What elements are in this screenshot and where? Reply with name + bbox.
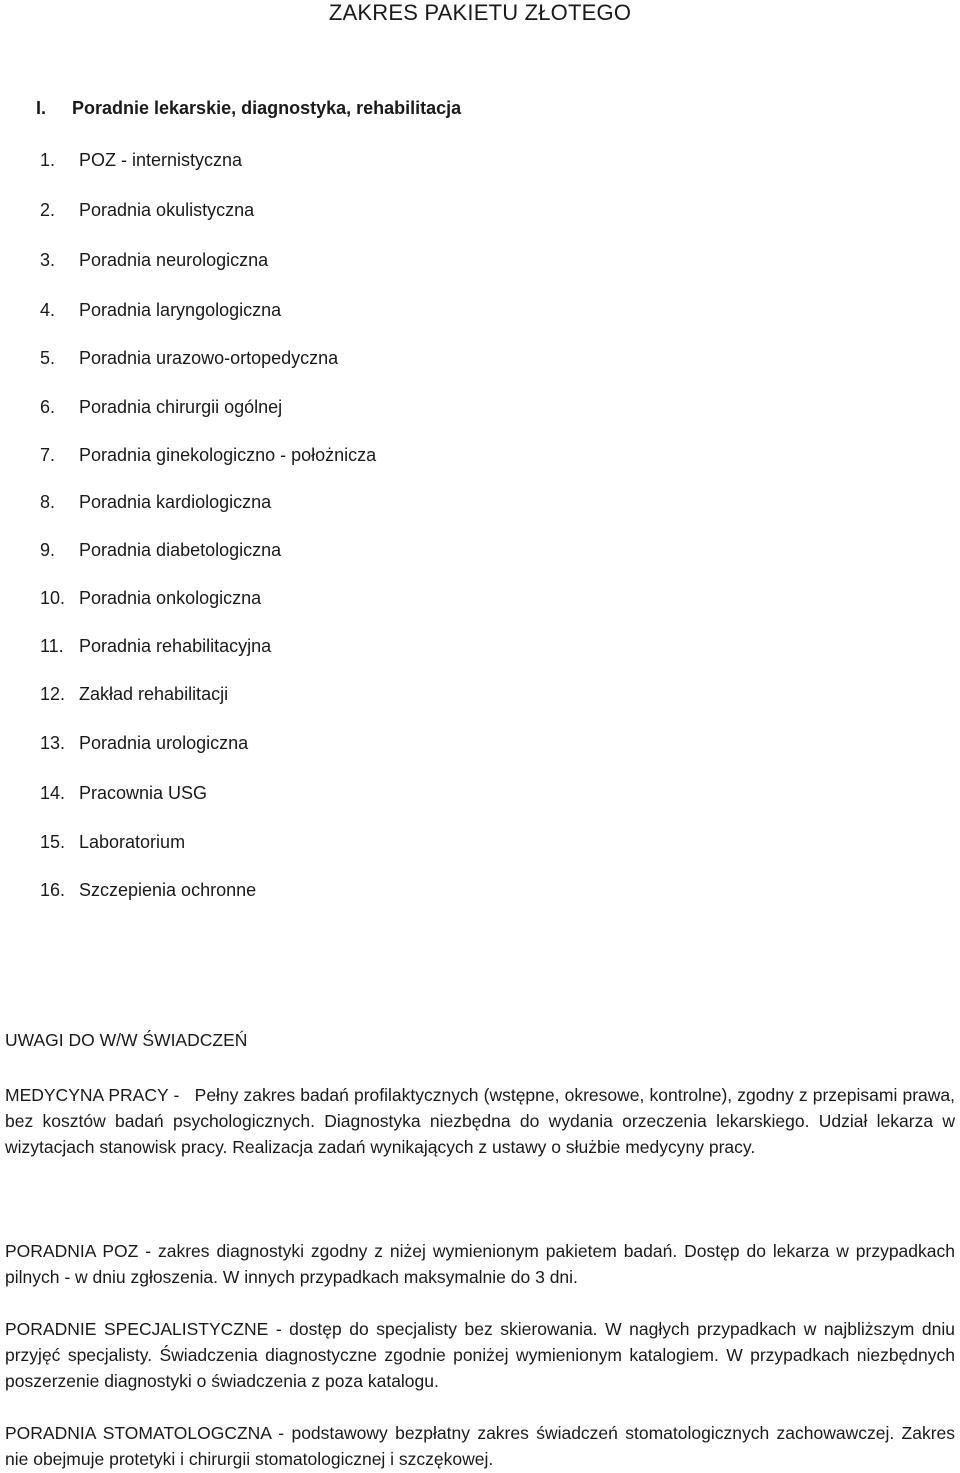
list-item-label: Poradnia onkologiczna [79, 588, 262, 608]
list-item [40, 443, 376, 467]
list-item-number: 14. [40, 783, 66, 803]
list-item-label: Szczepienia ochronne [79, 880, 257, 900]
section-title: Poradnie lekarskie, diagnostyka, rehabilitacja [72, 98, 462, 118]
note-medycyna-pracy: MEDYCYNA PRACY - Pełny zakres badań profilaktycznych (wstępne, okresowe, kontrolne), zgodny z przepisami prawa, bez kosztów badań psychologicznych. Diagnostyka niezbędna do wydania orzeczenia lekarskiego. Udział lekarza w wizytacjach stanowisk pracy. Realizacja zadań wynikających z ustawy o służbie medycyny pracy. [5, 1085, 960, 1157]
list-item [40, 346, 376, 370]
section-number: I. [36, 98, 47, 118]
list-item-label: Poradnia okulistyczna [79, 200, 255, 220]
list-item-label: Laboratorium [79, 832, 186, 852]
list-item-label: Poradnia neurologiczna [79, 250, 269, 270]
clinic-list [40, 148, 376, 902]
list-item [40, 731, 376, 755]
list-item-label: Poradnia chirurgii ogólnej [79, 397, 283, 417]
list-item-number: 7. [40, 445, 56, 465]
list-item-label: Poradnia urologiczna [79, 733, 249, 753]
list-item-number: 13. [40, 733, 66, 753]
list-item-label: Pracownia USG [79, 783, 208, 803]
list-item [40, 148, 376, 172]
list-item [40, 586, 376, 610]
list-item-number: 1. [40, 150, 56, 170]
list-item-number: 2. [40, 200, 56, 220]
list-item [40, 248, 376, 272]
list-item-label: Poradnia diabetologiczna [79, 540, 282, 560]
list-item-number: 12. [40, 684, 66, 704]
list-item [40, 298, 376, 322]
list-item [40, 634, 376, 658]
list-item-label: Zakład rehabilitacji [79, 684, 229, 704]
list-item-number: 8. [40, 492, 56, 512]
section-heading [36, 96, 461, 120]
list-item-label: Poradnia ginekologiczno - położnicza [79, 445, 377, 465]
list-item-label: Poradnia laryngologiczna [79, 300, 282, 320]
list-item [40, 830, 376, 854]
list-item-label: POZ - internistyczna [79, 150, 243, 170]
list-item-number: 4. [40, 300, 56, 320]
document-title: ZAKRES PAKIETU ZŁOTEGO [328, 0, 632, 25]
list-item [40, 682, 376, 706]
list-item [40, 395, 376, 419]
list-item [40, 490, 376, 514]
list-item [40, 878, 376, 902]
list-item-number: 16. [40, 880, 66, 900]
list-item [40, 198, 376, 222]
list-item-number: 6. [40, 397, 56, 417]
list-item [40, 538, 376, 562]
list-item-number: 9. [40, 540, 56, 560]
list-item-number: 15. [40, 832, 66, 852]
note-poradnia-stomatologiczna: PORADNIA STOMATOLOGCZNA - podstawowy bezpłatny zakres świadczeń stomatologicznych zachowawczej. Zakres nie obejmuje protetyki i chirurgii stomatologicznej i szczękowej. [5, 1423, 955, 1469]
list-item-number: 11. [40, 636, 64, 656]
list-item-label: Poradnia kardiologiczna [79, 492, 272, 512]
list-item-number: 3. [40, 250, 56, 270]
list-item-number: 10. [40, 588, 66, 608]
list-item-label: Poradnia urazowo-ortopedyczna [79, 348, 339, 368]
list-item [40, 781, 376, 805]
list-item-label: Poradnia rehabilitacyjna [79, 636, 272, 656]
list-item-number: 5. [40, 348, 56, 368]
note-poradnie-specjalistyczne: PORADNIE SPECJALISTYCZNE - dostęp do specjalisty bez skierowania. W nagłych przypadkach w najbliższym dniu przyjęć specjalisty. Świadczenia diagnostyczne zgodnie poniżej wymienionym katalogiem. W przypadkach niezbędnych poszerzenie diagnostyki o świadczenia z poza katalogu. [5, 1319, 955, 1391]
note-poradnia-poz: PORADNIA POZ - zakres diagnostyki zgodny z niżej wymienionym pakietem badań. Dostęp do lekarza w przypadkach pilnych - w dniu zgłoszenia. W innych przypadkach maksymalnie do 3 dni. [5, 1241, 955, 1287]
notes-heading: UWAGI DO W/W ŚWIADCZEŃ [5, 1030, 248, 1050]
